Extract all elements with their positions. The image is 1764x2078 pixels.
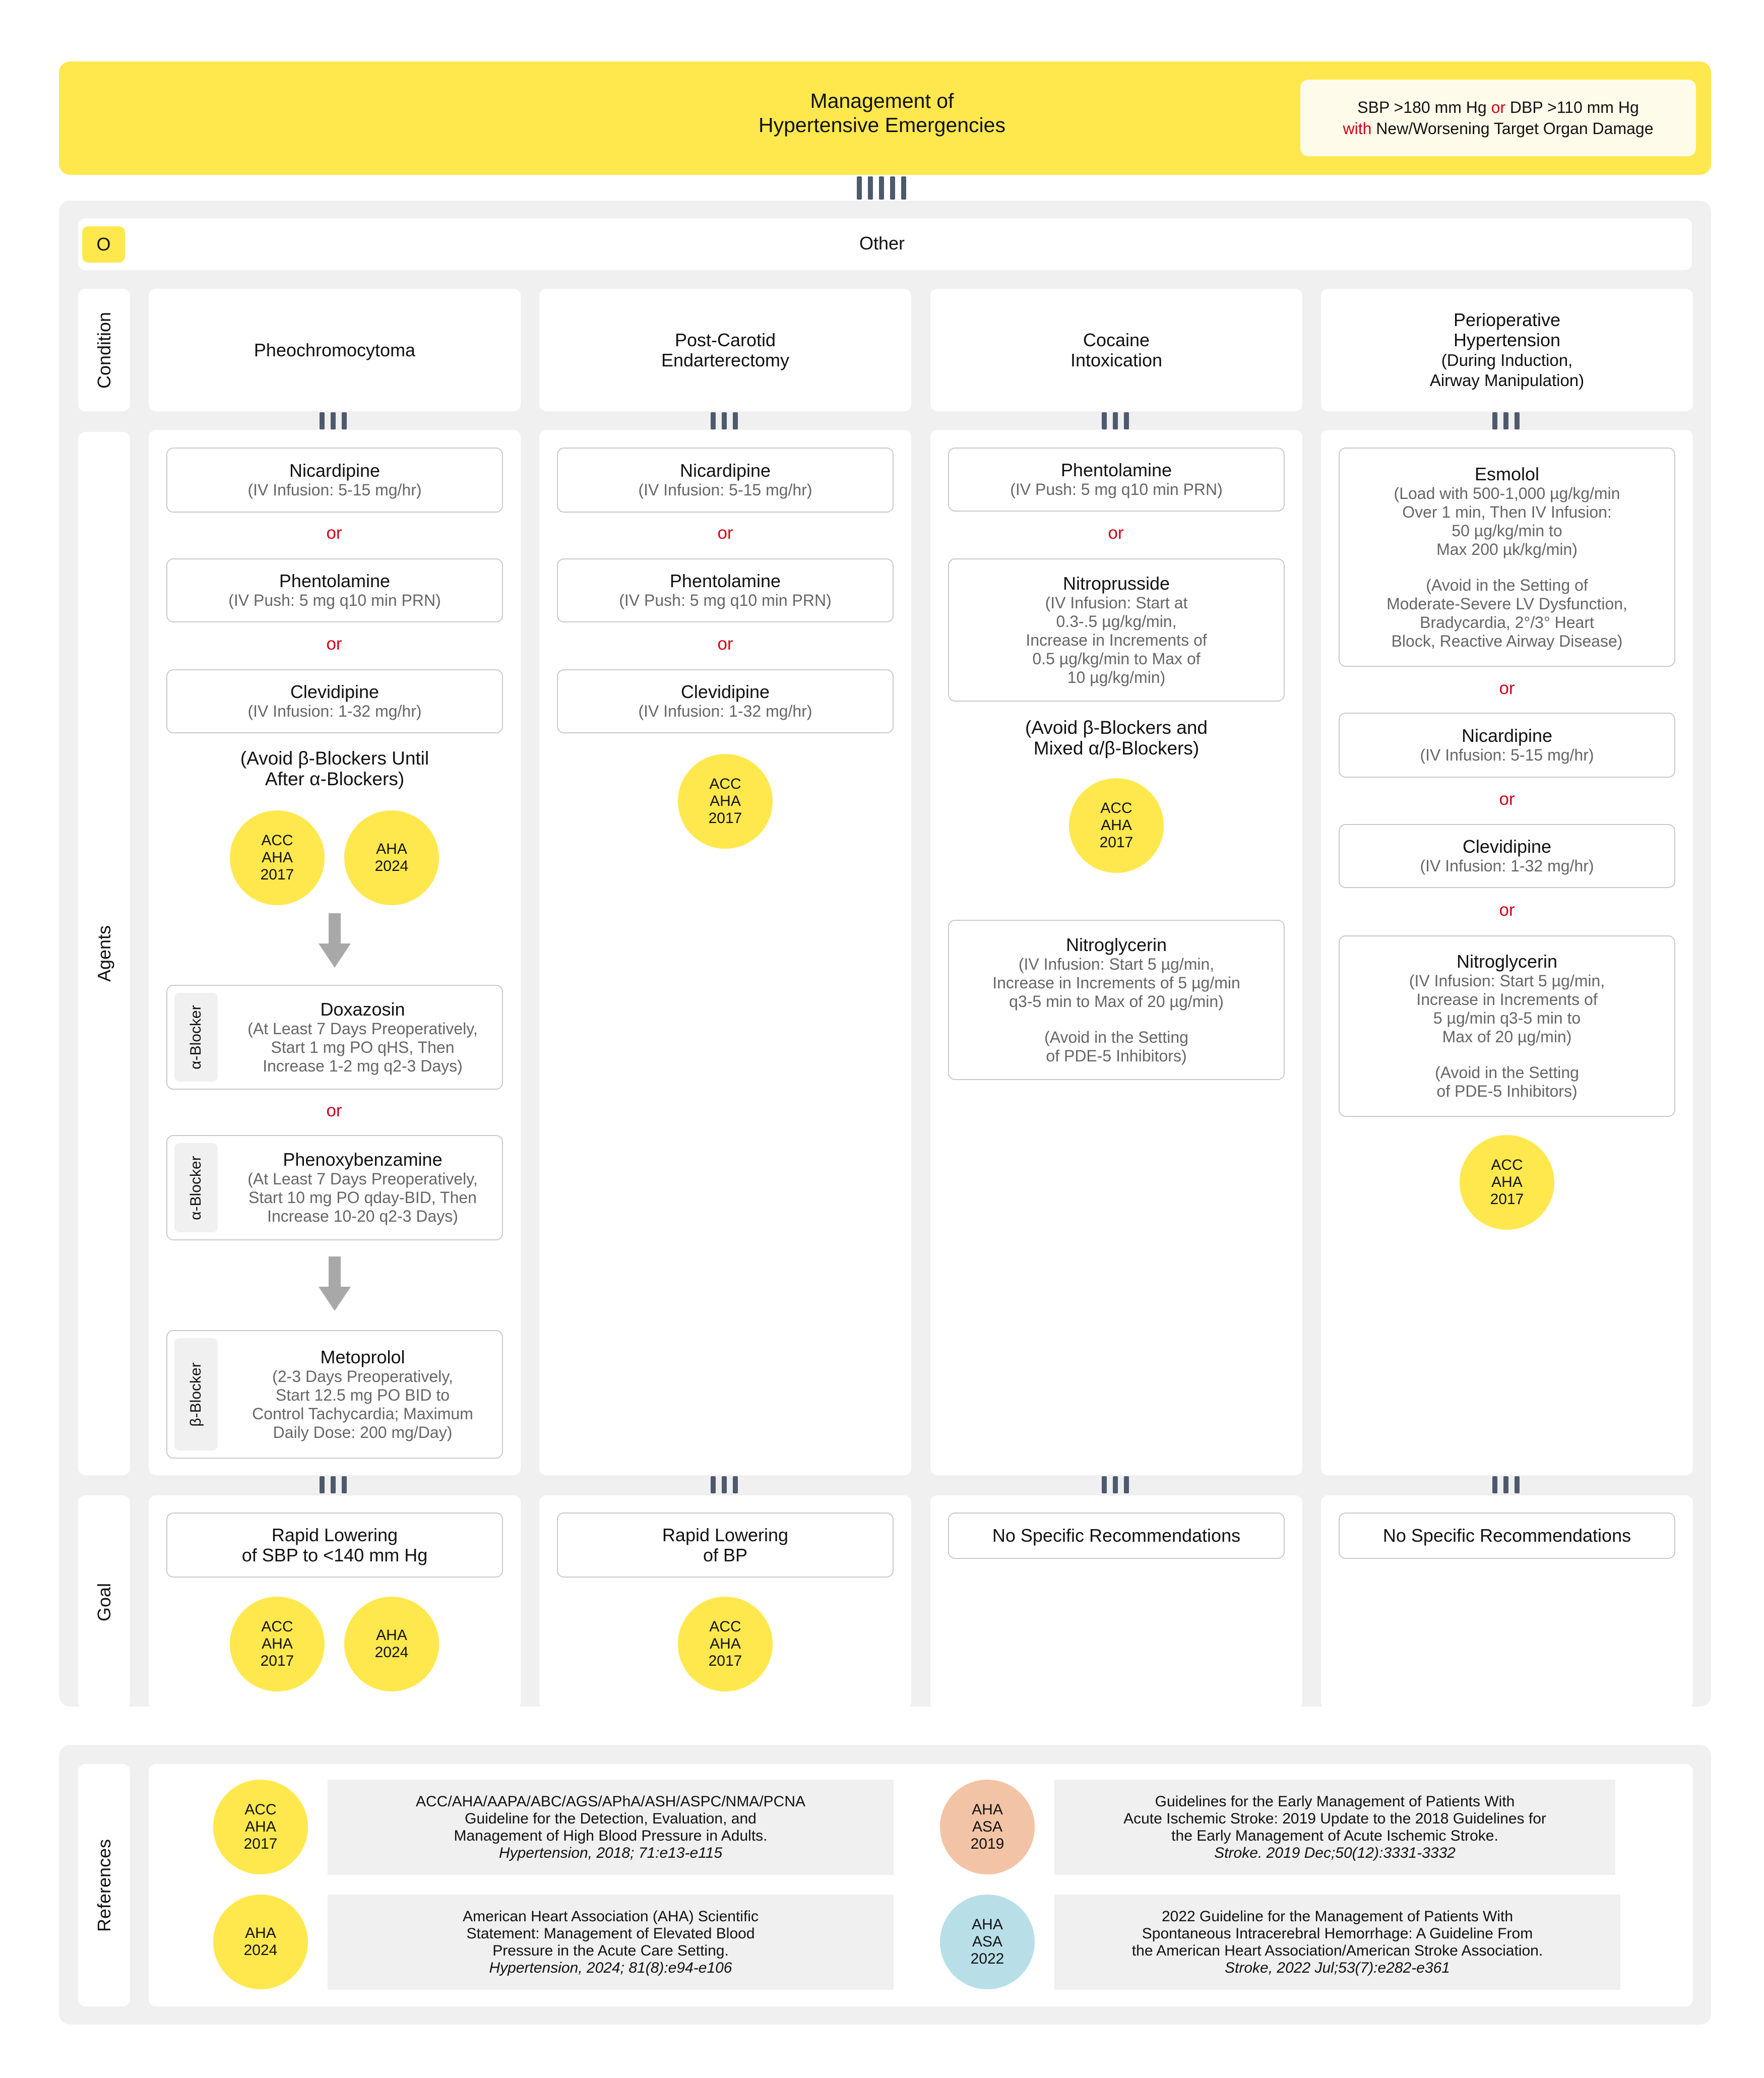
- goal-line: Rapid Lowering: [271, 1524, 398, 1545]
- drug-card-nitroglycerin: [1339, 935, 1675, 1117]
- drug-detail: Increase 1-2 mg q2-3 Days): [263, 1056, 463, 1075]
- badge-line: AHA: [710, 1635, 741, 1652]
- goal-box: [557, 1513, 894, 1578]
- drug-name: Phentolamine: [669, 571, 781, 591]
- or-label: or: [1108, 523, 1124, 543]
- badge-line: 2022: [970, 1950, 1004, 1967]
- badge-line: 2017: [243, 1836, 278, 1852]
- drug-detail: 5 µg/min q3-5 min to: [1433, 1009, 1581, 1027]
- guideline-badge-acc-aha-2017: [1069, 778, 1164, 873]
- drug-name: Doxazosin: [320, 998, 405, 1020]
- goal-box: [948, 1513, 1285, 1559]
- ref-line: Spontaneous Intracerebral Hemorrhage: A Guideline From: [1142, 1925, 1533, 1942]
- or-label: or: [717, 634, 733, 654]
- drug-detail: (IV Infusion: 5-15 mg/hr): [247, 481, 422, 499]
- guideline-badge-aha-2024: [344, 810, 439, 905]
- drug-name: Nitroglycerin: [1456, 951, 1558, 972]
- drug-name: Esmolol: [1474, 463, 1540, 484]
- drug-detail: 0.5 µg/kg/min to Max of: [1032, 649, 1201, 668]
- ref-line: the Early Management of Acute Ischemic Stroke.: [1171, 1827, 1498, 1844]
- drug-detail: 10 µg/kg/min): [1067, 668, 1166, 686]
- drug-name: Phentolamine: [279, 571, 391, 591]
- badge-line: AHA: [710, 793, 741, 809]
- guideline-badge-acc-aha-2017: [1460, 1135, 1554, 1230]
- drug-name: Clevidipine: [680, 681, 770, 702]
- guideline-badge-acc-aha-2017: [230, 810, 325, 905]
- drug-detail: q3-5 min to Max of 20 µg/min): [1009, 992, 1224, 1011]
- goal-line: Rapid Lowering: [662, 1524, 789, 1545]
- badge-line: 2017: [1099, 834, 1133, 851]
- drug-name: Nitroprusside: [1062, 573, 1170, 594]
- title-line-2: Hypertensive Emergencies: [759, 113, 1005, 137]
- damage-criterion: New/Worsening Target Organ Damage: [1376, 119, 1654, 138]
- note-line: Mixed α/β-Blockers): [1033, 738, 1200, 759]
- badge-line: ASA: [972, 1933, 1003, 1950]
- drug-detail: (IV Push: 5 mg q10 min PRN): [1010, 480, 1223, 498]
- badge-line: AHA: [972, 1801, 1003, 1818]
- drug-detail: (Avoid in the Setting of: [1426, 576, 1588, 594]
- badge-line: 2017: [708, 810, 742, 827]
- badge-line: AHA: [1101, 817, 1132, 834]
- ref-line: Pressure in the Acute Care Setting.: [492, 1942, 729, 1959]
- badge-line: AHA: [245, 1925, 276, 1941]
- drug-detail: Block, Reactive Airway Disease): [1391, 632, 1623, 650]
- drug-class-tag: [174, 993, 218, 1082]
- badge-line: 2017: [1490, 1191, 1524, 1208]
- note-line: (Avoid β-Blockers Until: [240, 748, 429, 769]
- sbp-criterion: SBP >180 mm Hg: [1357, 98, 1487, 116]
- condition-label: Condition: [93, 311, 114, 389]
- reference-aha-2024: [328, 1895, 894, 1990]
- connector: [320, 1476, 347, 1493]
- drug-class-label: α-Blocker: [187, 1155, 204, 1220]
- condition-subline: Airway Manipulation): [1429, 370, 1585, 390]
- condition-pheochromocytoma: [149, 289, 521, 411]
- badge-line: ACC: [709, 776, 741, 792]
- reference-acc-aha-2017: [328, 1780, 894, 1875]
- ref-line: ACC/AHA/AAPA/ABC/AGS/APhA/ASH/ASPC/NMA/PCNA: [416, 1793, 805, 1810]
- drug-card-esmolol: [1339, 448, 1675, 667]
- badge-line: AHA: [972, 1916, 1003, 1933]
- condition-subline: (During Induction,: [1441, 350, 1573, 369]
- connector: [1492, 1476, 1520, 1493]
- drug-class-tag: [174, 1338, 218, 1451]
- ref-line: 2022 Guideline for the Management of Patients With: [1161, 1908, 1514, 1925]
- ref-citation: Stroke. 2019 Dec;50(12):3331-3332: [1214, 1844, 1456, 1861]
- guideline-badge-acc-aha-2017: [678, 754, 773, 849]
- drug-detail: Max of 20 µg/min): [1442, 1028, 1572, 1046]
- badge-line: 2024: [243, 1942, 278, 1959]
- drug-detail: Increase in Increments of: [1416, 990, 1598, 1009]
- or-label: or: [326, 523, 342, 543]
- drug-detail: Bradycardia, 2°/3° Heart: [1420, 613, 1594, 632]
- condition-perioperative: [1321, 289, 1693, 411]
- drug-name: Phentolamine: [1060, 460, 1172, 480]
- guideline-badge-aha-2024: [344, 1597, 439, 1691]
- or-label: or: [1499, 789, 1515, 809]
- badge-line: ACC: [261, 1618, 293, 1635]
- badge-line: ACC: [709, 1618, 741, 1635]
- page-title: [655, 89, 1109, 137]
- row-label-agents: [78, 432, 130, 1475]
- reference-aha-asa-2019: [1054, 1780, 1615, 1875]
- criteria-box: [1300, 80, 1696, 156]
- goal-line: No Specific Recommendations: [1382, 1525, 1631, 1546]
- note-line: After α-Blockers): [265, 769, 405, 789]
- drug-name: Metoprolol: [320, 1346, 405, 1367]
- references-label: References: [93, 1839, 114, 1932]
- drug-detail: (IV Infusion: Start at: [1045, 593, 1188, 612]
- drug-detail: Moderate-Severe LV Dysfunction,: [1387, 594, 1627, 613]
- or-label: or: [326, 634, 342, 654]
- criteria-line-1: [1357, 97, 1639, 118]
- drug-class-label: β-Blocker: [187, 1362, 204, 1427]
- section-label: Other: [859, 233, 905, 254]
- row-label-goal: [78, 1495, 130, 1709]
- drug-detail: Start 12.5 mg PO BID to: [275, 1386, 450, 1404]
- dbp-criterion: DBP >110 mm Hg: [1509, 98, 1639, 116]
- drug-detail: (IV Infusion: 5-15 mg/hr): [638, 481, 812, 499]
- drug-name: Nicardipine: [679, 460, 771, 481]
- drug-detail: (IV Infusion: Start 5 µg/min,: [1018, 955, 1215, 973]
- ref-line: Acute Ischemic Stroke: 2019 Update to the 2018 Guidelines for: [1123, 1810, 1546, 1827]
- criteria-line-2: [1343, 118, 1654, 139]
- drug-detail: (IV Infusion: 1-32 mg/hr): [1420, 857, 1594, 875]
- ref-line: Statement: Management of Elevated Blood: [466, 1925, 755, 1942]
- drug-card-metoprolol: [166, 1330, 503, 1459]
- drug-detail: (IV Push: 5 mg q10 min PRN): [228, 591, 441, 609]
- drug-name: Nicardipine: [1461, 725, 1553, 746]
- condition-line: Cocaine: [1083, 329, 1150, 350]
- title-line-1: Management of: [810, 89, 954, 112]
- drug-text: [223, 1136, 502, 1239]
- drug-card-phenoxybenzamine: [166, 1135, 503, 1240]
- ref-line: Management of High Blood Pressure in Adults.: [454, 1827, 768, 1844]
- connector: [1492, 412, 1520, 429]
- drug-detail: Start 1 mg PO qHS, Then: [271, 1038, 455, 1056]
- drug-name: Clevidipine: [1462, 836, 1552, 857]
- drug-detail: Start 10 mg PO qday-BID, Then: [248, 1188, 477, 1207]
- ref-line: Guidelines for the Early Management of Patients With: [1155, 1793, 1515, 1810]
- drug-detail: (At Least 7 Days Preoperatively,: [247, 1019, 478, 1038]
- drug-name: Nicardipine: [289, 460, 381, 481]
- agents-label: Agents: [93, 925, 114, 982]
- drug-detail: Over 1 min, Then IV Infusion:: [1402, 502, 1612, 521]
- section-badge: O: [82, 226, 125, 263]
- badge-line: 2024: [374, 1644, 409, 1661]
- drug-card-nitroglycerin: [948, 920, 1285, 1080]
- drug-detail: Max 200 µk/kg/min): [1436, 540, 1578, 558]
- drug-class-tag: [174, 1143, 218, 1232]
- connector: [711, 1476, 738, 1493]
- drug-card-phentolamine: [557, 558, 894, 622]
- guideline-badge-aha-asa-2019: [940, 1780, 1035, 1874]
- goal-label: Goal: [93, 1583, 114, 1622]
- badge-line: AHA: [245, 1818, 276, 1835]
- connector: [711, 412, 738, 429]
- drug-detail: 50 µg/kg/min to: [1452, 521, 1562, 540]
- or-label: or: [717, 523, 733, 543]
- goal-line: of SBP to <140 mm Hg: [241, 1544, 428, 1565]
- drug-text: [223, 986, 502, 1089]
- arrow-down-icon: [319, 1256, 351, 1311]
- or-label: or: [1499, 900, 1515, 920]
- drug-card-nicardipine: [166, 448, 503, 513]
- badge-line: ACC: [1100, 800, 1132, 816]
- note-avoid-beta-blockers: [166, 748, 503, 789]
- badge-line: 2024: [374, 858, 409, 874]
- row-label-references: [78, 1764, 130, 2006]
- drug-detail: (Avoid in the Setting: [1044, 1028, 1188, 1046]
- drug-card-nicardipine: [1339, 713, 1675, 778]
- condition-cocaine: [930, 289, 1302, 411]
- condition-line: Pheochromocytoma: [254, 339, 416, 360]
- drug-card-nicardipine: [557, 448, 894, 513]
- drug-card-clevidipine: [166, 669, 503, 733]
- condition-line: Hypertension: [1453, 329, 1561, 350]
- drug-card-clevidipine: [1339, 824, 1675, 888]
- ref-citation: Hypertension, 2018; 71:e13-e115: [498, 1844, 723, 1861]
- drug-card-clevidipine: [557, 669, 894, 733]
- condition-line: Intoxication: [1070, 349, 1163, 370]
- drug-detail: (IV Infusion: 1-32 mg/hr): [638, 702, 812, 720]
- drug-detail: (At Least 7 Days Preoperatively,: [247, 1170, 478, 1188]
- guideline-badge-aha-2024: [213, 1895, 308, 1989]
- goal-line: No Specific Recommendations: [992, 1525, 1241, 1546]
- drug-detail: (IV Infusion: 1-32 mg/hr): [247, 702, 422, 720]
- badge-line: AHA: [376, 841, 407, 857]
- drug-detail: 0.3-.5 µg/kg/min,: [1056, 612, 1177, 631]
- drug-card-phentolamine: [166, 558, 503, 622]
- reference-aha-asa-2022: [1054, 1895, 1620, 1990]
- row-label-condition: [78, 289, 130, 411]
- drug-detail: (Avoid in the Setting: [1435, 1063, 1579, 1082]
- drug-detail: Control Tachycardia; Maximum: [252, 1404, 473, 1423]
- badge-line: 2017: [260, 1653, 294, 1669]
- drug-detail: of PDE-5 Inhibitors): [1436, 1082, 1578, 1100]
- with-word: with: [1343, 119, 1372, 138]
- badge-line: ACC: [261, 832, 293, 849]
- connector: [1102, 1476, 1129, 1493]
- or-word: or: [1491, 98, 1506, 116]
- badge-line: AHA: [1491, 1174, 1523, 1190]
- guideline-badge-aha-asa-2022: [940, 1895, 1035, 1989]
- ref-citation: Stroke, 2022 Jul;53(7):e282-e361: [1225, 1959, 1450, 1976]
- connector: [320, 412, 347, 429]
- condition-line: Post-Carotid: [674, 329, 776, 350]
- drug-detail: Increase in Increments of 5 µg/min: [992, 973, 1240, 992]
- badge-line: 2017: [260, 866, 294, 883]
- drug-card-nitroprusside: [948, 558, 1285, 702]
- drug-card-doxazosin: [166, 985, 503, 1090]
- badge-line: AHA: [262, 1635, 293, 1652]
- drug-detail: (IV Infusion: Start 5 µg/min,: [1409, 972, 1605, 990]
- note-line: (Avoid β-Blockers and: [1025, 717, 1208, 738]
- connector: [857, 176, 906, 200]
- badge-line: AHA: [262, 849, 293, 866]
- drug-name: Clevidipine: [290, 681, 380, 702]
- condition-line: Endarterectomy: [661, 349, 790, 370]
- drug-detail: (2-3 Days Preoperatively,: [272, 1367, 453, 1386]
- badge-line: ACC: [244, 1801, 277, 1818]
- drug-card-phentolamine: [948, 448, 1285, 512]
- guideline-badge-acc-aha-2017: [230, 1597, 325, 1691]
- badge-line: ASA: [972, 1818, 1003, 1835]
- arrow-down-icon: [319, 913, 351, 968]
- condition-line: Perioperative: [1453, 309, 1561, 330]
- drug-detail: Increase in Increments of: [1026, 631, 1207, 649]
- guideline-badge-acc-aha-2017: [678, 1597, 773, 1691]
- ref-line: the American Heart Association/American Stroke Association.: [1131, 1942, 1543, 1959]
- drug-detail: (IV Push: 5 mg q10 min PRN): [619, 591, 832, 609]
- drug-detail: (IV Infusion: 5-15 mg/hr): [1420, 746, 1594, 764]
- ref-citation: Hypertension, 2024; 81(8):e94-e106: [489, 1959, 732, 1976]
- note-avoid-beta-blockers: [948, 717, 1285, 759]
- drug-detail: Increase 10-20 q2-3 Days): [267, 1207, 458, 1225]
- ref-line: American Heart Association (AHA) Scientific: [463, 1908, 759, 1925]
- drug-detail: (Load with 500-1,000 µg/kg/min: [1394, 484, 1620, 502]
- drug-name: Nitroglycerin: [1065, 934, 1167, 955]
- guideline-badge-acc-aha-2017: [213, 1780, 308, 1874]
- drug-detail: Daily Dose: 200 mg/Day): [273, 1423, 453, 1441]
- or-label: or: [1499, 678, 1515, 698]
- badge-line: AHA: [376, 1627, 407, 1644]
- drug-name: Phenoxybenzamine: [283, 1149, 443, 1170]
- goal-box: [166, 1513, 503, 1578]
- drug-detail: of PDE-5 Inhibitors): [1046, 1046, 1187, 1065]
- badge-line: 2019: [970, 1836, 1004, 1852]
- connector: [1102, 412, 1129, 429]
- badge-line: 2017: [708, 1653, 742, 1669]
- drug-class-label: α-Blocker: [187, 1005, 204, 1069]
- or-label: or: [326, 1101, 342, 1120]
- goal-box: [1339, 1513, 1675, 1559]
- condition-post-carotid: [539, 289, 911, 411]
- badge-line: ACC: [1491, 1157, 1523, 1173]
- ref-line: Guideline for the Detection, Evaluation, and: [465, 1810, 757, 1827]
- goal-line: of BP: [703, 1544, 748, 1565]
- drug-text: [223, 1331, 502, 1458]
